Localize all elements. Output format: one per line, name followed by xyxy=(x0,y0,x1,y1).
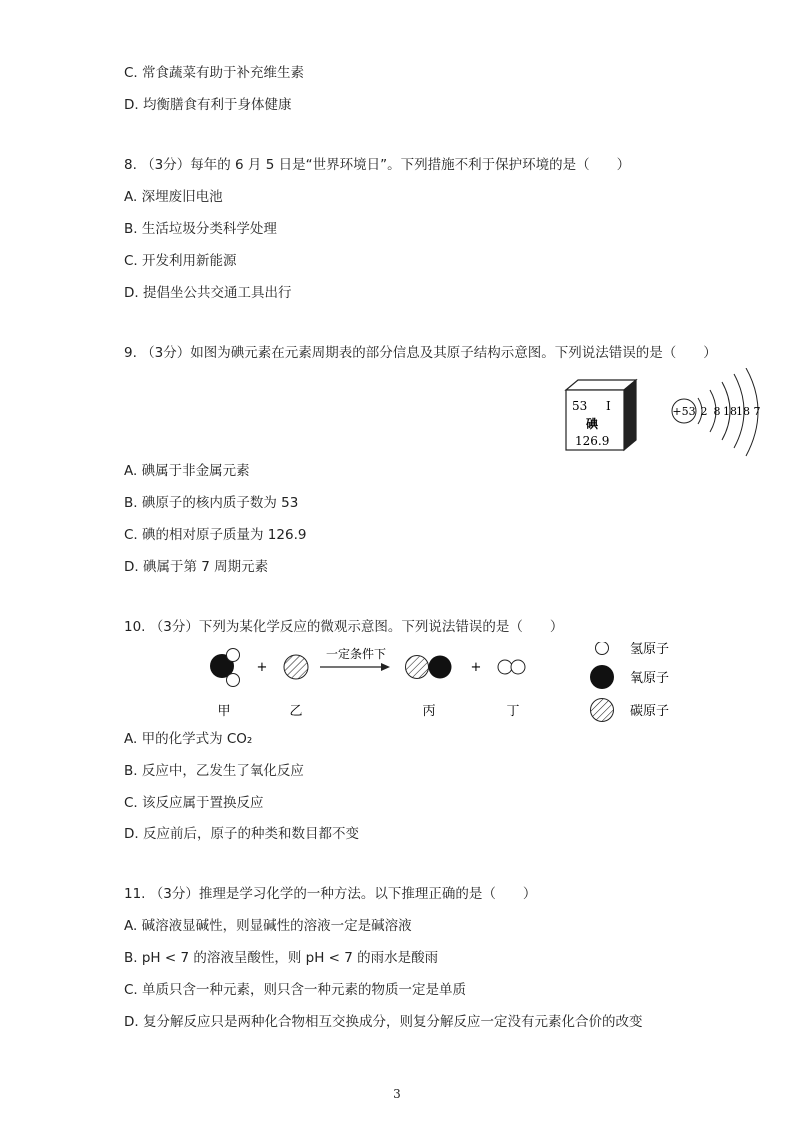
label-bing: 丙 xyxy=(422,704,436,719)
q7-option-d: D. 均衡膳食有利于身体健康 xyxy=(124,97,292,113)
label-yi: 乙 xyxy=(289,704,303,719)
nucleus-charge: +53 xyxy=(672,405,696,418)
q9-option-b: B. 碘原子的核内质子数为 53 xyxy=(124,495,299,511)
page-number: 3 xyxy=(393,1087,401,1101)
q9-stem: 9. （3分）如图为碘元素在元素周期表的部分信息及其原子结构示意图。下列说法错误的是（ ） xyxy=(124,345,717,361)
tile-atomic-mass: 126.9 xyxy=(575,434,610,448)
plus-sign-1: + xyxy=(256,660,268,675)
shell-2-electrons: 8 xyxy=(713,405,721,418)
q10-option-d: D. 反应前后，原子的种类和数目都不变 xyxy=(124,826,359,842)
q8-option-c: C. 开发利用新能源 xyxy=(124,253,237,269)
q11-option-c: C. 单质只含一种元素，则只含一种元素的物质一定是单质 xyxy=(124,982,467,998)
tile-symbol: I xyxy=(606,399,611,413)
q10-option-b: B. 反应中，乙发生了氧化反应 xyxy=(124,763,304,779)
reactant-jia-molecule xyxy=(210,649,240,687)
q9-option-c: C. 碘的相对原子质量为 126.9 xyxy=(124,527,307,543)
label-jia: 甲 xyxy=(217,704,231,719)
iodine-atom-structure-diagram xyxy=(668,368,774,458)
label-ding: 丁 xyxy=(506,704,520,719)
q10-stem: 10. （3分）下列为某化学反应的微观示意图。下列说法错误的是（ ） xyxy=(124,619,564,635)
q8-option-b: B. 生活垃圾分类科学处理 xyxy=(124,221,277,237)
iodine-element-tile xyxy=(560,378,640,458)
atom-legend xyxy=(590,642,669,722)
reactant-yi-carbon-atom xyxy=(284,655,308,679)
shell-5-electrons: 7 xyxy=(753,405,761,418)
q9-option-d: D. 碘属于第 7 周期元素 xyxy=(124,559,269,575)
q10-option-c: C. 该反应属于置换反应 xyxy=(124,795,264,811)
q10-option-a: A. 甲的化学式为 CO₂ xyxy=(124,731,253,747)
q11-option-b: B. pH < 7 的溶液呈酸性，则 pH < 7 的雨水是酸雨 xyxy=(124,950,439,966)
q8-stem: 8. （3分）每年的 6 月 5 日是“世界环境日”。下列措施不利于保护环境的是（ ） xyxy=(124,157,631,173)
q11-option-d: D. 复分解反应只是两种化合物相互交换成分，则复分解反应一定没有元素化合价的改变 xyxy=(124,1014,643,1030)
tile-element-name: 碘 xyxy=(586,417,599,431)
product-ding-molecule xyxy=(498,660,525,674)
q8-option-a: A. 深埋废旧电池 xyxy=(124,189,223,205)
q9-option-a: A. 碘属于非金属元素 xyxy=(124,463,250,479)
tile-atomic-number: 53 xyxy=(572,399,588,413)
q11-stem: 11. （3分）推理是学习化学的一种方法。以下推理正确的是（ ） xyxy=(124,886,537,902)
legend-carbon: 碳原子 xyxy=(630,704,670,719)
shell-3-electrons: 18 xyxy=(723,405,737,418)
product-bing-molecule xyxy=(406,656,452,679)
reaction-condition: 一定条件下 xyxy=(325,647,387,661)
legend-oxygen: 氧原子 xyxy=(630,671,670,686)
q11-option-a: A. 碱溶液显碱性，则显碱性的溶液一定是碱溶液 xyxy=(124,918,412,934)
reaction-microscopic-diagram xyxy=(200,642,720,724)
shell-4-electrons: 18 xyxy=(736,405,750,418)
plus-sign-2: + xyxy=(470,660,482,675)
shell-1-electrons: 2 xyxy=(700,405,708,418)
q7-option-c: C. 常食蔬菜有助于补充维生素 xyxy=(124,65,305,81)
q8-option-d: D. 提倡坐公共交通工具出行 xyxy=(124,285,292,301)
legend-hydrogen: 氢原子 xyxy=(630,642,670,657)
